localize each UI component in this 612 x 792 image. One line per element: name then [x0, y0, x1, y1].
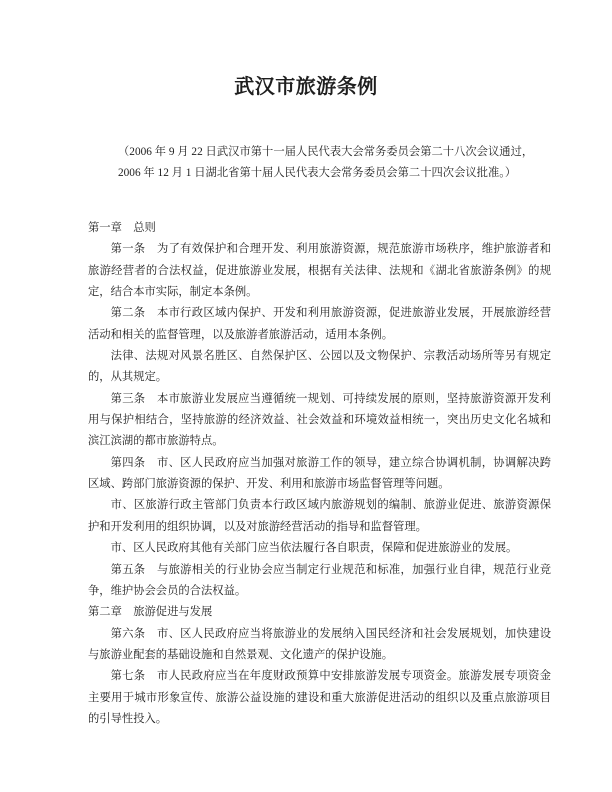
body-paragraph: 第三条 本市旅游业发展应当遵循统一规划、可持续发展的原则，坚持旅游资源开发利用与保护相结合，坚持旅游的经济效益、社会效益和环境效益相统一，突出历史文化名城和滨江滨湖的都市旅游特点。	[88, 392, 551, 448]
document-title: 武汉市旅游条例	[234, 76, 378, 98]
body-paragraph: 第二条 本市行政区域内保护、开发和利用旅游资源，促进旅游业发展，开展旅游经营活动和相关的监督管理，以及旅游者旅游活动，适用本条例。	[88, 307, 551, 341]
document-body	[88, 218, 551, 730]
body-paragraph: 第四条 市、区人民政府应当加强对旅游工作的领导，建立综合协调机制，协调解决跨区域、跨部门旅游资源的保护、开发、利用和旅游市场监督管理等问题。	[88, 456, 551, 491]
body-paragraph: 第五条 与旅游相关的行业协会应当制定行业规范和标准，加强行业自律，规范行业竞争，维护协会会员的合法权益。	[88, 563, 551, 597]
preamble-line-1: （2006 年 9 月 22 日武汉市第十一届人民代表大会常务委员会第二十八次会议通过，	[118, 146, 534, 158]
body-paragraph: 第一条 为了有效保护和合理开发、利用旅游资源，规范旅游市场秩序，维护旅游者和旅游经营者的合法权益，促进旅游业发展，根据有关法律、法规和《湖北省旅游条例》的规定，结合本市实际，制定本条例。	[88, 243, 551, 299]
body-paragraph: 市、区人民政府其他有关部门应当依法履行各自职责，保障和促进旅游业的发展。	[110, 542, 518, 555]
body-paragraph: 市、区旅游行政主管部门负责本行政区域内旅游规划的编制、旅游业促进、旅游资源保护和开发利用的组织协调，以及对旅游经营活动的指导和监督管理。	[88, 499, 551, 533]
chapter-heading: 第一章 总则	[88, 222, 156, 234]
preamble	[118, 142, 551, 185]
chapter-heading: 第二章 旅游促进与发展	[88, 606, 213, 619]
body-paragraph: 第七条 市人民政府应当在年度财政预算中安排旅游发展专项资金。旅游发展专项资金主要用于城市形象宣传、旅游公益设施的建设和重大旅游促进活动的组织以及重点旅游项目的引导性投入。	[88, 670, 551, 725]
body-paragraph: 法律、法规对风景名胜区、自然保护区、公园以及文物保护、宗教活动场所等另有规定的，从其规定。	[88, 350, 551, 384]
preamble-line-2: 2006 年 12 月 1 日湖北省第十届人民代表大会常务委员会第二十四次会议批准。）	[118, 167, 517, 180]
body-paragraph: 第六条 市、区人民政府应当将旅游业的发展纳入国民经济和社会发展规划，加快建设与旅游业配套的基础设施和自然景观、文化遗产的保护设施。	[88, 627, 551, 661]
